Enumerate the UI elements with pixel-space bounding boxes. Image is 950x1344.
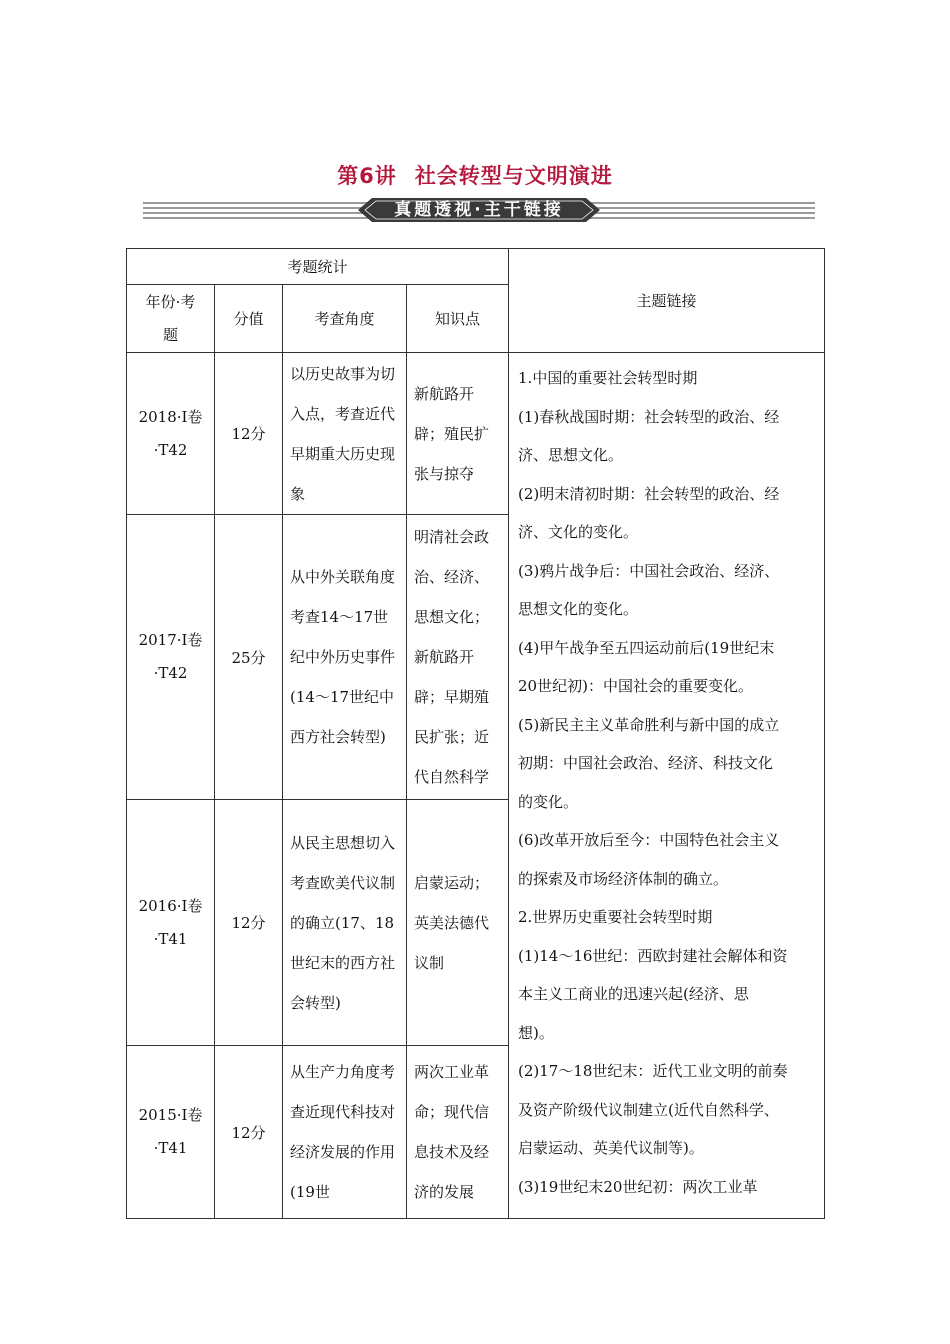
year-cell: 2017·Ⅰ卷·T42 bbox=[127, 515, 215, 800]
exam-table bbox=[126, 248, 825, 1219]
score-cell: 25分 bbox=[215, 515, 283, 800]
angle-cell: 从民主思想切入考查欧美代议制的确立(17、18世纪末的西方社会转型) bbox=[283, 800, 407, 1046]
theme-header: 主题链接 bbox=[509, 249, 825, 353]
knowledge-cell: 明清社会政治、经济、思想文化；新航路开辟；早期殖民扩张；近代自然科学 bbox=[407, 515, 509, 800]
theme-line: 初期：中国社会政治、经济、科技文化 bbox=[518, 754, 774, 772]
angle-cell: 从中外关联角度考查14～17世纪中外历史事件(14～17世纪中西方社会转型) bbox=[283, 515, 407, 800]
section-banner bbox=[143, 198, 815, 222]
theme-line: 想)。 bbox=[518, 1023, 554, 1042]
angle-cell: 从生产力角度考查近现代科技对经济发展的作用(19世 bbox=[283, 1046, 407, 1219]
theme-line: 1.中国的重要社会转型时期 bbox=[518, 369, 698, 387]
theme-line: 启蒙运动、英美代议制等)。 bbox=[518, 1139, 704, 1157]
score-cell: 12分 bbox=[215, 1046, 283, 1219]
theme-line: 本主义工商业的迅速兴起(经济、思 bbox=[518, 985, 749, 1003]
theme-line: (6)改革开放后至今：中国特色社会主义 bbox=[518, 831, 780, 849]
page-title bbox=[0, 160, 950, 190]
theme-line: (3)19世纪末20世纪初：两次工业革 bbox=[518, 1177, 758, 1196]
theme-line: 2.世界历史重要社会转型时期 bbox=[518, 908, 713, 926]
knowledge-cell: 启蒙运动；英美法德代议制 bbox=[407, 800, 509, 1046]
theme-line: (4)甲午战争至五四运动前后(19世纪末 bbox=[518, 638, 775, 657]
angle-cell: 以历史故事为切入点，考查近代早期重大历史现象 bbox=[283, 353, 407, 515]
theme-line: 济、文化的变化。 bbox=[518, 523, 639, 541]
theme-line: 济、思想文化。 bbox=[518, 446, 624, 464]
theme-line: (3)鸦片战争后：中国社会政治、经济、 bbox=[518, 561, 780, 580]
score-cell: 12分 bbox=[215, 353, 283, 515]
score-cell: 12分 bbox=[215, 800, 283, 1046]
theme-line: (5)新民主主义革命胜利与新中国的成立 bbox=[518, 715, 780, 734]
theme-line: (2)明末清初时期：社会转型的政治、经 bbox=[518, 484, 780, 503]
year-cell: 2016·Ⅰ卷·T41 bbox=[127, 800, 215, 1046]
lecture-number: 第6讲 bbox=[337, 164, 397, 188]
theme-line: 20世纪初)：中国社会的重要变化。 bbox=[518, 677, 753, 695]
year-cell: 2018·Ⅰ卷·T42 bbox=[127, 353, 215, 515]
angle-header: 考查角度 bbox=[283, 285, 407, 353]
score-header: 分值 bbox=[215, 285, 283, 353]
banner-label: 真题透视·主干链接 bbox=[394, 200, 564, 220]
year-cell: 2015·Ⅰ卷·T41 bbox=[127, 1046, 215, 1219]
group-header: 考题统计 bbox=[127, 249, 509, 285]
knowledge-header: 知识点 bbox=[407, 285, 509, 353]
theme-line: (1)春秋战国时期：社会转型的政治、经 bbox=[518, 407, 780, 426]
theme-line: 及资产阶级代议制建立(近代自然科学、 bbox=[518, 1100, 779, 1119]
lecture-title: 社会转型与文明演进 bbox=[414, 164, 613, 188]
theme-line: (2)17～18世纪末：近代工业文明的前奏 bbox=[518, 1062, 788, 1080]
knowledge-cell: 新航路开辟；殖民扩张与掠夺 bbox=[407, 353, 509, 515]
theme-cell bbox=[509, 353, 825, 1219]
theme-line: (1)14～16世纪：西欧封建社会解体和资 bbox=[518, 946, 788, 965]
theme-line: 的变化。 bbox=[518, 792, 579, 811]
table-row bbox=[127, 353, 825, 515]
theme-line: 的探索及市场经济体制的确立。 bbox=[518, 869, 729, 888]
year-header: 年份·考题 bbox=[127, 285, 215, 353]
theme-line: 思想文化的变化。 bbox=[518, 600, 639, 618]
knowledge-cell: 两次工业革命；现代信息技术及经济的发展 bbox=[407, 1046, 509, 1219]
